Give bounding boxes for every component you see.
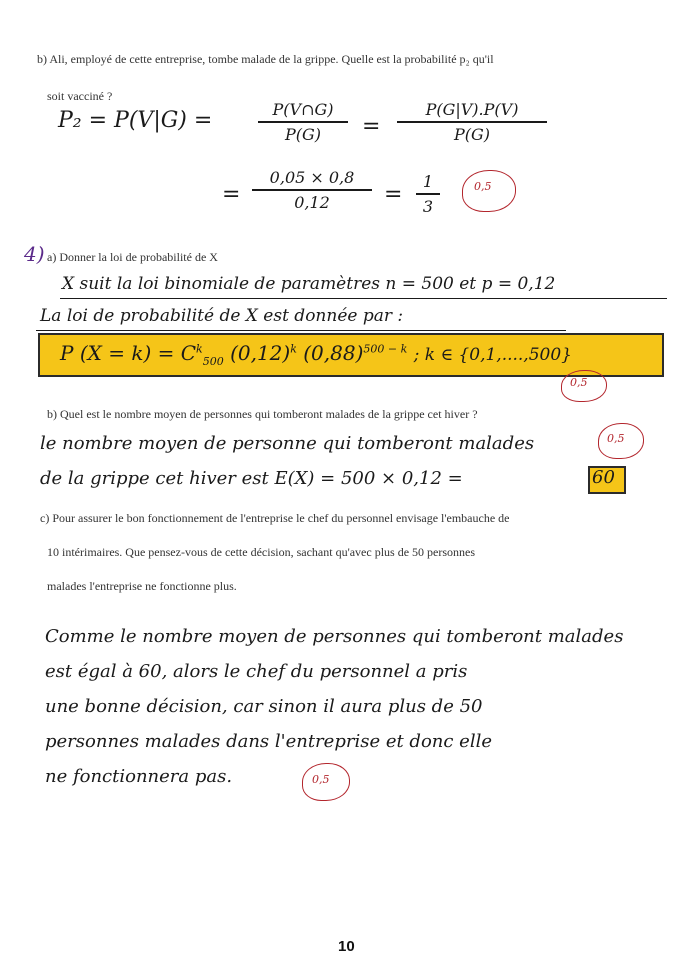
formula-sup-k2: k — [290, 342, 297, 356]
eq1-numerator: P(V∩G) — [272, 100, 334, 119]
underline — [60, 298, 667, 299]
eq2-result-num: 1 — [422, 172, 434, 191]
page-number: 10 — [338, 938, 355, 955]
answer-4b-line2: de la grippe cet hiver est E(X) = 500 × 0,12 = — [40, 468, 463, 489]
eq2-numerator: 0,05 × 0,8 — [269, 168, 355, 187]
fraction-bar — [416, 193, 440, 195]
formula-sup-500k: 500 − k — [363, 342, 408, 356]
eq2-result — [416, 172, 440, 216]
answer-4c-line3: une bonne décision, car sinon il aura plus de 50 — [45, 696, 483, 717]
eq1-lhs: P₂ = P(V|G) = — [58, 108, 213, 133]
eq1-fraction-1 — [258, 100, 348, 144]
answer-4b-line1: le nombre moyen de personne qui tomberont malades — [40, 433, 535, 454]
grade-4b: 0,5 — [607, 432, 625, 445]
fraction-bar — [252, 189, 372, 191]
formula-sub-500: 500 — [202, 355, 224, 368]
eq2-equals-2: = — [384, 182, 403, 207]
answer-4a-line2: La loi de probabilité de X est donnée par : — [40, 306, 404, 326]
eq1-denominator-2: P(G) — [453, 125, 491, 144]
question-3b-text-line2: soit vacciné ? — [47, 89, 113, 103]
question-4c-text-line1: c) Pour assurer le bon fonctionnement de l'entreprise le chef du personnel envisage l'embauche de — [40, 511, 510, 525]
formula-sup-k: k — [196, 342, 203, 356]
fraction-bar — [397, 121, 547, 123]
formula-set: ; k ∈ {0,1,....,500} — [413, 345, 572, 365]
eq1-numerator-2: P(G|V).P(V) — [425, 100, 519, 119]
grade-4a: 0,5 — [570, 376, 588, 389]
eq1-equals: = — [362, 114, 381, 139]
eq2-denominator: 0,12 — [294, 193, 330, 212]
formula-p-term: (0,12) — [230, 341, 291, 365]
answer-4c-line2: est égal à 60, alors le chef du personnel a pris — [45, 661, 468, 682]
underline — [36, 330, 566, 331]
eq1-fraction-2 — [397, 100, 547, 144]
eq2-equals: = — [222, 182, 241, 207]
question-4b-text: b) Quel est le nombre moyen de personnes qui tomberont malades de la grippe cet hiver ? — [47, 407, 478, 421]
question-4c-text-line2: 10 intérimaires. Que pensez-vous de cette décision, sachant qu'avec plus de 50 personnes — [47, 545, 476, 559]
question-4-mark: 4) — [24, 242, 45, 266]
question-4c-text-line3: malades l'entreprise ne fonctionne plus. — [47, 579, 237, 593]
eq1-denominator: P(G) — [284, 125, 322, 144]
answer-4c-line1: Comme le nombre moyen de personnes qui tomberont malades — [45, 626, 624, 647]
answer-4c-line5: ne fonctionnera pas. — [45, 766, 233, 787]
answer-4b-value: 60 — [592, 467, 615, 488]
answer-4c-line4: personnes malades dans l'entreprise et donc elle — [45, 731, 492, 752]
grade-3b: 0,5 — [474, 180, 492, 193]
question-3b-text-line1: b) Ali, employé de cette entreprise, tombe malade de la grippe. Quelle est la probabilité p₂ qu'il — [37, 52, 494, 66]
formula-p: P (X = k) = C — [60, 341, 197, 365]
grade-4c: 0,5 — [312, 773, 330, 786]
fraction-bar — [258, 121, 348, 123]
eq2-fraction — [252, 168, 372, 212]
answer-4a-line1: X suit la loi binomiale de paramètres n = 500 et p = 0,12 — [62, 274, 556, 294]
eq2-result-den: 3 — [422, 197, 434, 216]
formula-q-term: (0,88) — [303, 341, 364, 365]
binomial-formula — [60, 341, 572, 368]
question-4a-text: a) Donner la loi de probabilité de X — [47, 250, 218, 264]
